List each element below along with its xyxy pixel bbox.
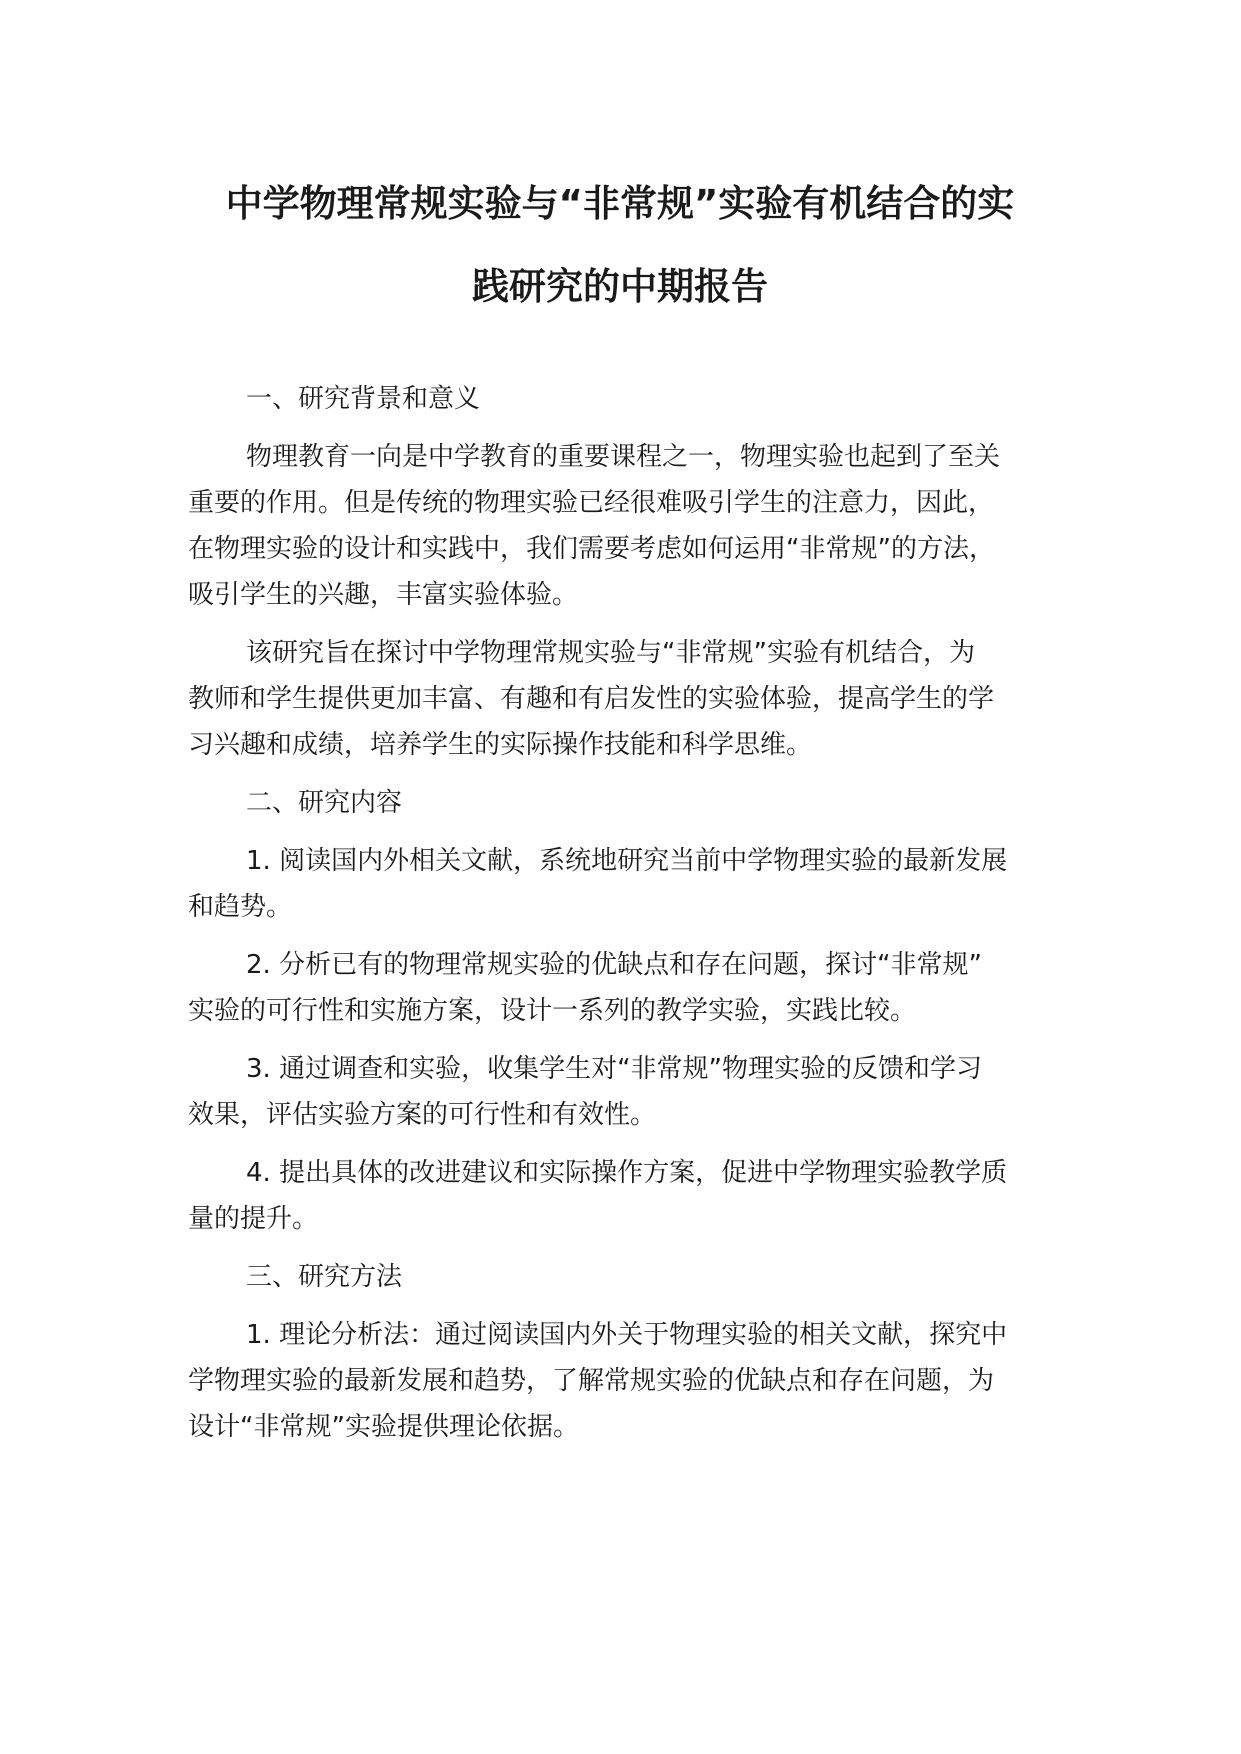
- paragraph-line: 实验的可行性和实施方案，设计一系列的教学实验，实践比较。: [188, 996, 917, 1026]
- paragraph-line: 1. 理论分析法：通过阅读国内外关于物理实验的相关文献，探究中: [246, 1320, 1008, 1350]
- paragraph: [188, 780, 1088, 826]
- paragraph-line: 二、研究内容: [246, 788, 403, 818]
- paragraph-line: 效果，评估实验方案的可行性和有效性。: [188, 1100, 657, 1130]
- paragraph-line: 该研究旨在探讨中学物理常规实验与“非常规”实验有机结合，为: [246, 638, 975, 668]
- paragraph: [188, 1046, 1088, 1138]
- document-title-line-2: 践研究的中期报告: [472, 265, 768, 308]
- paragraph-line: 重要的作用。但是传统的物理实验已经很难吸引学生的注意力，因此，: [188, 488, 995, 518]
- paragraph-line: 在物理实验的设计和实践中，我们需要考虑如何运用“非常规”的方法，: [188, 534, 995, 564]
- paragraph: [188, 1150, 1088, 1242]
- paragraph-line: 量的提升。: [188, 1204, 319, 1234]
- paragraph-line: 吸引学生的兴趣，丰富实验体验。: [188, 580, 579, 610]
- paragraph-line: 教师和学生提供更加丰富、有趣和有启发性的实验体验，提高学生的学: [188, 684, 995, 714]
- paragraph-line: 习兴趣和成绩，培养学生的实际操作技能和科学思维。: [188, 730, 813, 760]
- paragraph-line: 设计“非常规”实验提供理论依据。: [188, 1412, 579, 1442]
- paragraph-line: 4. 提出具体的改进建议和实际操作方案，促进中学物理实验教学质: [246, 1158, 1008, 1188]
- paragraph: [188, 942, 1088, 1034]
- paragraph: [188, 630, 1088, 768]
- paragraph-line: 物理教育一向是中学教育的重要课程之一，物理实验也起到了至关: [246, 442, 1001, 472]
- paragraph-line: 学物理实验的最新发展和趋势，了解常规实验的优缺点和存在问题，为: [188, 1366, 995, 1396]
- document-title-line-1: 中学物理常规实验与“非常规”实验有机结合的实: [225, 182, 1015, 225]
- paragraph-line: 2. 分析已有的物理常规实验的优缺点和存在问题，探讨“非常规”: [246, 950, 983, 980]
- paragraph-line: 一、研究背景和意义: [246, 384, 481, 414]
- paragraph-line: 和趋势。: [188, 892, 293, 922]
- paragraph-line: 三、研究方法: [246, 1262, 403, 1292]
- paragraph: [188, 1312, 1088, 1450]
- paragraph: [188, 1254, 1088, 1300]
- paragraph-line: 1. 阅读国内外相关文献，系统地研究当前中学物理实验的最新发展: [246, 846, 1008, 876]
- document-body: [188, 376, 1088, 1462]
- paragraph: [188, 434, 1088, 618]
- paragraph-line: 3. 通过调查和实验，收集学生对“非常规”物理实验的反馈和学习: [246, 1054, 983, 1084]
- paragraph: [188, 376, 1088, 422]
- paragraph: [188, 838, 1088, 930]
